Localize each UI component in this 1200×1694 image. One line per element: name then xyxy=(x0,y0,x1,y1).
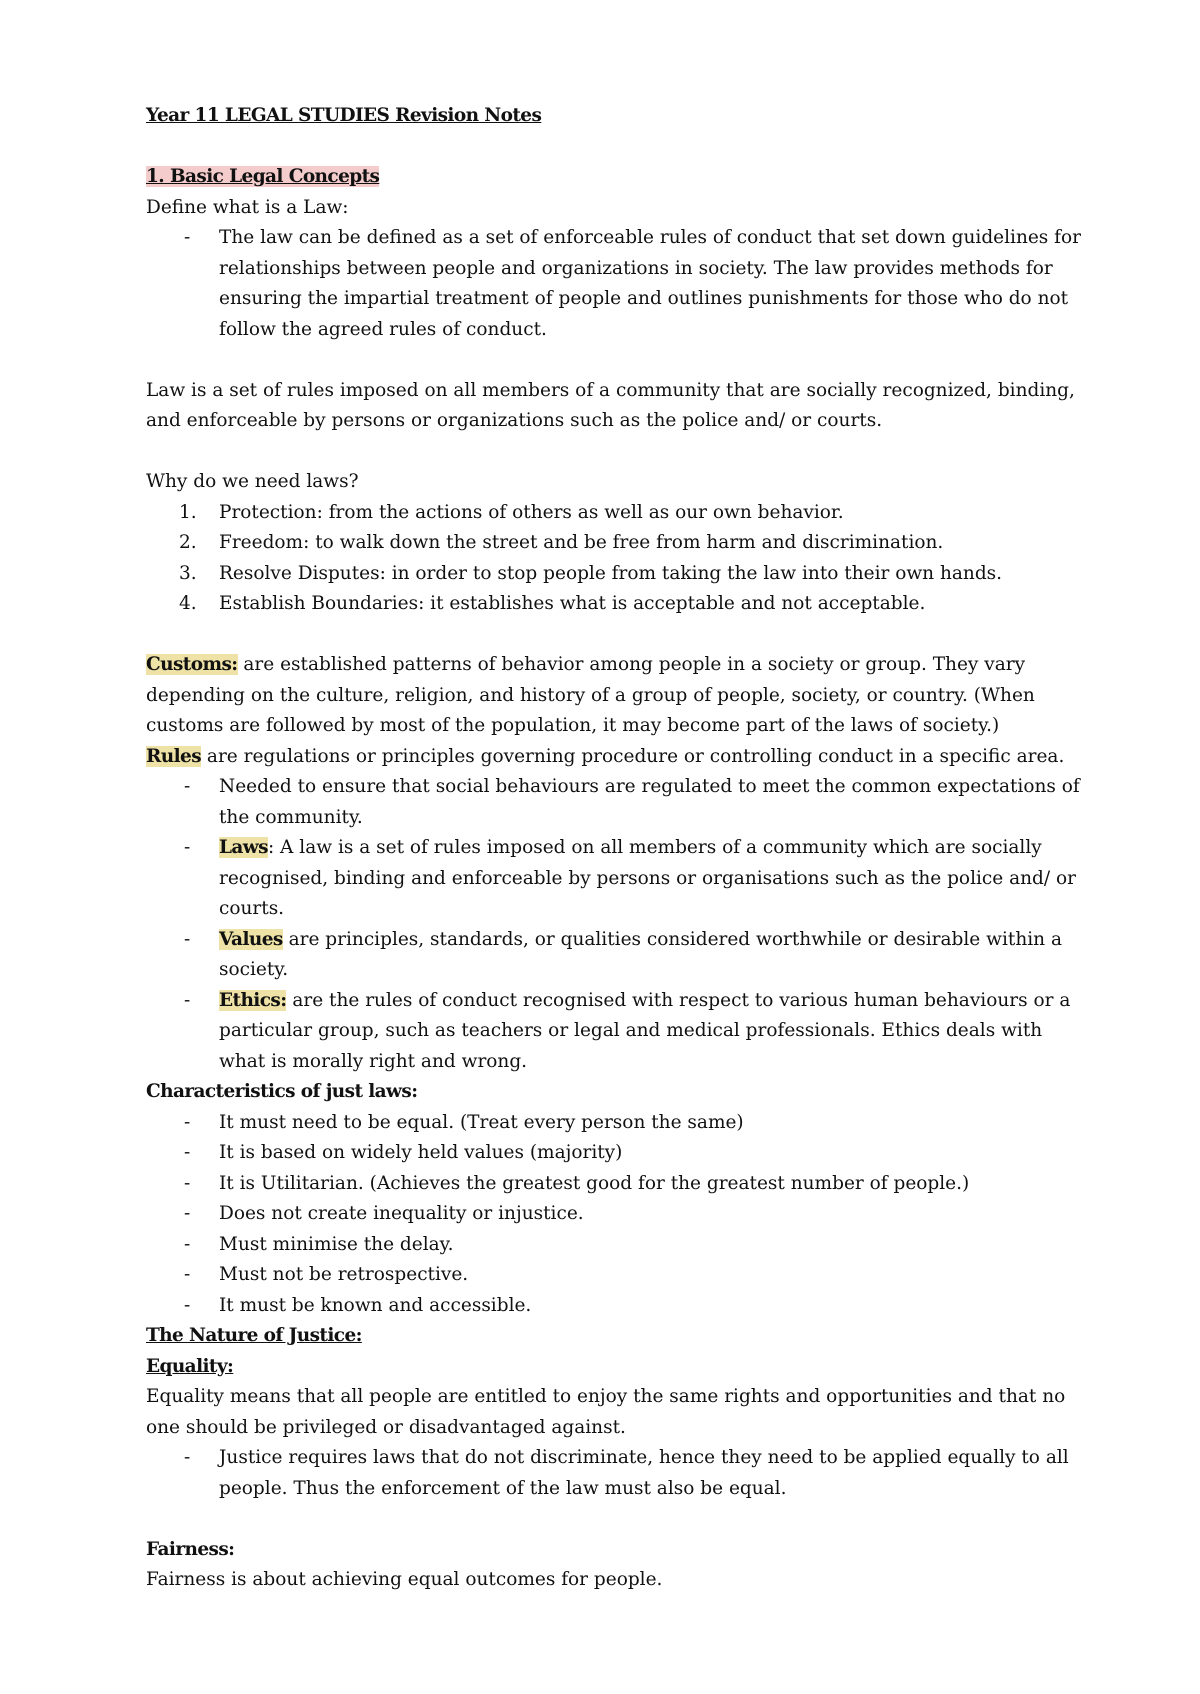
just-laws-heading: Characteristics of just laws: xyxy=(146,1081,418,1102)
law-paragraph: Law is a set of rules imposed on all members of a community that are socially recognized, binding, and enforceable by persons or organizations such as the police and/ or courts. xyxy=(146,379,1075,431)
list-item: 1. Protection: from the actions of others as well as our own behavior. xyxy=(179,501,844,523)
list-item: - It must need to be equal. (Treat every person the same) xyxy=(184,1111,744,1133)
list-item: - Values are principles, standards, or qualities considered worthwhile or desirable within a society. xyxy=(184,928,1062,980)
list-item: - Does not create inequality or injustice. xyxy=(184,1203,584,1224)
list-item: 2. Freedom: to walk down the street and be free from harm and discrimination. xyxy=(179,532,944,553)
values-term: Values xyxy=(219,928,283,950)
why-question: Why do we need laws? xyxy=(146,471,359,492)
customs-term: Customs: xyxy=(146,654,238,675)
fairness-heading: Fairness: xyxy=(146,1538,235,1560)
list-item: - Needed to ensure that social behaviours are regulated to meet the common expectations of the community. xyxy=(184,776,1080,828)
list-item: - It is based on widely held values (majority) xyxy=(184,1142,623,1163)
customs-paragraph: Customs: are established patterns of behavior among people in a society or group. They vary depending on the culture, religion, and history of a group of people, society, or country. (When customs are followed by most of the population, it may become part of the laws of society.) xyxy=(146,654,1035,736)
list-item: - Must not be retrospective. xyxy=(184,1264,469,1285)
just-laws-list xyxy=(146,1108,1090,1322)
equality-heading: Equality: xyxy=(146,1355,234,1377)
equality-list xyxy=(146,1443,1090,1504)
list-item: - Laws: A law is a set of rules imposed on all members of a community which are socially recognised, binding and enforceable by persons or organisations such as the police and/ or courts. xyxy=(184,837,1076,919)
list-item: - Justice requires laws that do not discriminate, hence they need to be applied equally to all people. Thus the enforcement of the law must also be equal. xyxy=(184,1447,1069,1499)
list-item: - It is Utilitarian. (Achieves the greatest good for the greatest number of people.) xyxy=(184,1172,970,1194)
rules-term: Rules xyxy=(146,745,202,767)
list-item: - Must minimise the delay. xyxy=(184,1233,454,1255)
list-item: 3. Resolve Disputes: in order to stop people from taking the law into their own hands. xyxy=(179,562,1003,584)
list-item: 4. Establish Boundaries: it establishes what is acceptable and not acceptable. xyxy=(179,593,926,614)
rules-paragraph: Rules are regulations or principles governing procedure or controlling conduct in a specific area. xyxy=(146,745,1065,767)
list-item: - The law can be defined as a set of enforceable rules of conduct that set down guidelines for relationships between people and organizations in society. The law provides methods for ensuring the impartial treatment of people and outlines punishments for those who do not follow the agreed rules of conduct. xyxy=(184,227,1082,340)
ethics-term: Ethics: xyxy=(219,989,287,1011)
laws-term: Laws xyxy=(219,837,268,858)
define-question: Define what is a Law: xyxy=(146,196,349,218)
define-list xyxy=(146,223,1090,345)
section-heading: 1. Basic Legal Concepts xyxy=(146,166,380,187)
why-list xyxy=(146,498,1090,620)
list-item: - Ethics: are the rules of conduct recognised with respect to various human behaviours or a particular group, such as teachers or legal and medical professionals. Ethics deals with what is morally right and wrong. xyxy=(184,989,1071,1072)
document-title: Year 11 LEGAL STUDIES Revision Notes xyxy=(146,105,542,126)
justice-heading: The Nature of Justice: xyxy=(146,1325,362,1346)
rules-list xyxy=(146,772,1090,1077)
equality-paragraph: Equality means that all people are entitled to enjoy the same rights and opportunities and that no one should be privileged or disadvantaged against. xyxy=(146,1386,1066,1438)
fairness-paragraph: Fairness is about achieving equal outcomes for people. xyxy=(146,1569,663,1590)
list-item: - It must be known and accessible. xyxy=(184,1294,532,1316)
